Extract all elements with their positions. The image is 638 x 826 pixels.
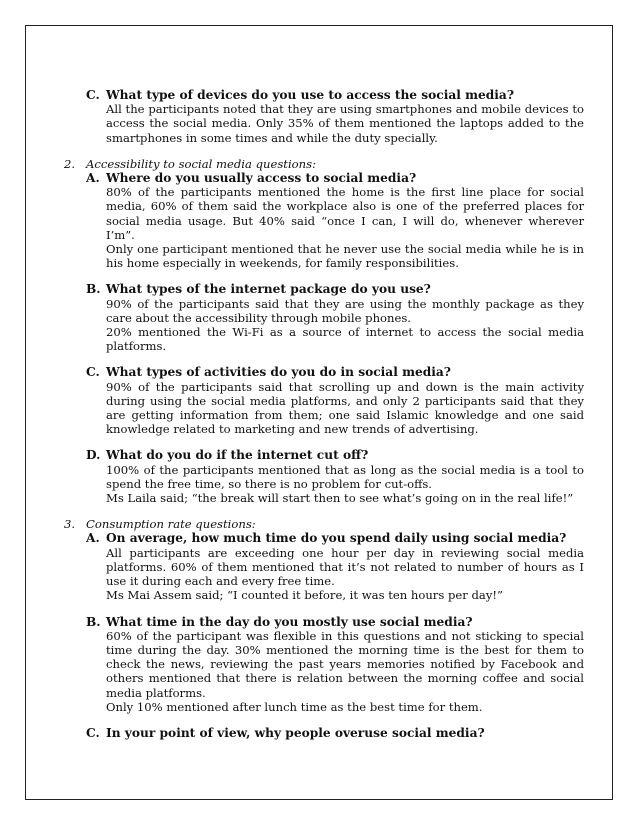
section-number: 3. (64, 517, 76, 532)
section-title: Accessibility to social media questions: (86, 156, 316, 171)
document-body (64, 88, 584, 740)
answer-paragraph: Ms Laila said; “the break will start then to see what’s going on in the real life!” (106, 491, 574, 506)
question-letter: D. (86, 448, 101, 463)
question-text: What time in the day do you mostly use social media? (106, 614, 473, 629)
answer-block (106, 297, 584, 354)
question-text: Where do you usually access to social media? (106, 171, 417, 186)
question-text: What types of the internet package do you use? (106, 282, 431, 297)
question-heading (86, 615, 584, 629)
question-block-internet-package (86, 282, 584, 296)
question-block-access-location (86, 171, 584, 185)
question-heading (86, 726, 584, 740)
question-text: What do you do if the internet cut off? (106, 448, 369, 463)
question-block-devices (86, 88, 584, 102)
question-letter: B. (86, 614, 101, 629)
question-heading (86, 88, 584, 102)
question-text: What type of devices do you use to access the social media? (106, 88, 514, 102)
answer-block (106, 185, 584, 270)
question-block-overuse (86, 726, 584, 740)
question-heading (86, 282, 584, 296)
section-title: Consumption rate questions: (86, 517, 256, 532)
answer-paragraph: All participants are exceeding one hour per day in reviewing social media platforms. 60% of them mentioned that it’s not related to number of hours as I use it during each and every free time. (106, 545, 584, 589)
question-block-time-of-day (86, 615, 584, 629)
question-letter: C. (86, 88, 100, 102)
answer-block (106, 546, 584, 603)
question-text: On average, how much time do you spend daily using social media? (106, 531, 567, 546)
question-heading (86, 531, 584, 545)
answer-paragraph: 20% mentioned the Wi-Fi as a source of internet to access the social media platforms. (106, 325, 584, 354)
answer-paragraph: 80% of the participants mentioned the home is the first line place for social media, 60% of them said the workplace also is one of the preferred places for social media usage. But 40% said “once I can, I will do, whenever wherever I’m”. (106, 185, 584, 242)
question-letter: A. (86, 531, 100, 546)
section-heading-accessibility (64, 157, 584, 171)
question-letter: B. (86, 282, 101, 297)
question-letter: C. (86, 365, 100, 380)
answer-paragraph: All the participants noted that they are using smartphones and mobile devices to access the social media. Only 35% of them mentioned the laptops added to the smartphones in some times and while the duty specially. (106, 102, 584, 145)
answer-paragraph: Ms Mai Assem said; “I counted it before, it was ten hours per day!” (106, 588, 503, 603)
section-number: 2. (64, 156, 76, 171)
question-heading (86, 171, 584, 185)
answer-paragraph: 90% of the participants said that scrolling up and down is the main activity during using the social media platforms, and only 2 participants said that they are getting information from them; one said Islamic knowledge and one said knowledge related to marketing and new trends of advertising. (106, 379, 584, 437)
question-letter: C. (86, 725, 100, 740)
question-heading (86, 448, 584, 462)
question-block-activities (86, 365, 584, 379)
answer-block (106, 102, 584, 145)
question-text: What types of activities do you do in social media? (106, 365, 451, 380)
question-block-daily-time (86, 531, 584, 545)
answer-block (106, 380, 584, 437)
answer-paragraph: 90% of the participants said that they are using the monthly package as they care about the accessibility through mobile phones. (106, 296, 584, 325)
answer-block (106, 463, 584, 506)
question-block-cut-off (86, 448, 584, 462)
section-heading-consumption (64, 517, 584, 531)
answer-paragraph: Only one participant mentioned that he never use the social media while he is in his home especially in weekends, for family responsibilities. (106, 242, 584, 271)
answer-block (106, 629, 584, 714)
answer-paragraph: 60% of the participant was flexible in this questions and not sticking to special time during the day. 30% mentioned the morning time is the best for them to check the news, reviewing the past years memories notified by Facebook and others mentioned that there is relation between the morning coffee and social media platforms. (106, 628, 584, 700)
question-text: In your point of view, why people overuse social media? (106, 725, 485, 740)
answer-paragraph: 100% of the participants mentioned that as long as the social media is a tool to spend the free time, so there is no problem for cut-offs. (106, 462, 584, 491)
question-heading (86, 365, 584, 379)
answer-paragraph: Only 10% mentioned after lunch time as the best time for them. (106, 699, 483, 714)
question-letter: A. (86, 171, 100, 186)
